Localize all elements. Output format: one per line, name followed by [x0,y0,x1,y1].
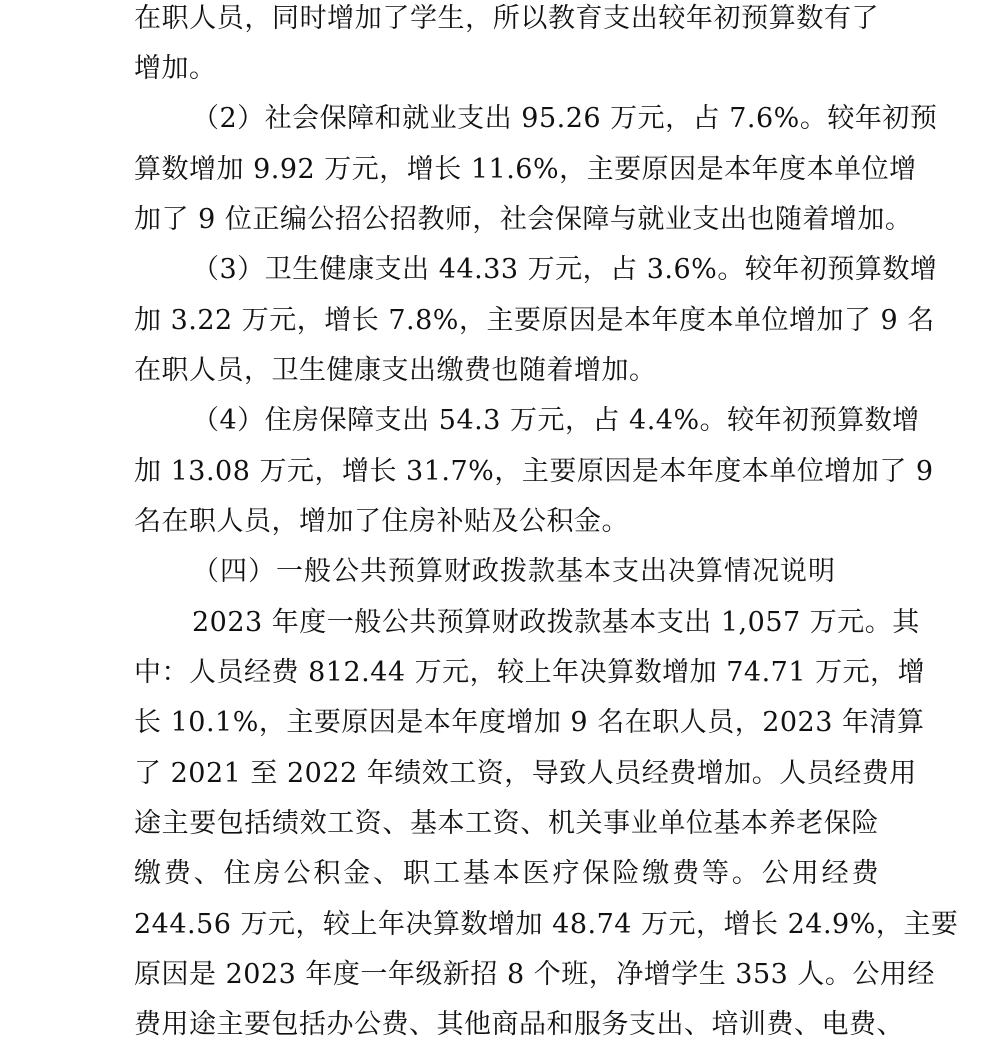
text-line: 中：人员经费 812.44 万元，较上年决算数增加 74.71 万元，增 [134,657,926,688]
text-line: 缴费、住房公积金、职工基本医疗保险缴费等。公用经费 [134,858,879,889]
text-line: 原因是 2023 年度一年级新招 8 个班，净增学生 353 人。公用经 [134,959,935,990]
text-line: （3）卫生健康支出 44.33 万元，占 3.6%。较年初预算数增 [192,254,938,285]
text-line: 在职人员，同时增加了学生，所以教育支出较年初预算数有了 [134,3,879,34]
text-line: 加了 9 位正编公招公招教师，社会保障与就业支出也随着增加。 [134,204,913,235]
text-line: 了 2021 至 2022 年绩效工资，导致人员经费增加。人员经费用 [134,758,917,789]
text-line: 244.56 万元，较上年决算数增加 48.74 万元，增长 24.9%，主要 [134,909,959,940]
text-line: 名在职人员，增加了住房补贴及公积金。 [134,506,629,537]
text-line: 2023 年度一般公共预算财政拨款基本支出 1,057 万元。其 [192,607,920,638]
text-line: 加 3.22 万元，增长 7.8%，主要原因是本年度本单位增加了 9 名 [134,305,935,336]
section-heading: （四）一般公共预算财政拨款基本支出决算情况说明 [192,556,836,587]
text-line: （2）社会保障和就业支出 95.26 万元，占 7.6%。较年初预 [192,103,938,134]
text-line: 在职人员，卫生健康支出缴费也随着增加。 [134,355,657,386]
text-line: 增加。 [134,53,217,84]
text-line: 费用途主要包括办公费、其他商品和服务支出、培训费、电费、 [134,1009,904,1040]
text-line: 算数增加 9.92 万元，增长 11.6%，主要原因是本年度本单位增 [134,154,917,185]
text-line: 长 10.1%，主要原因是本年度增加 9 名在职人员，2023 年清算 [134,707,925,738]
text-line: 途主要包括绩效工资、基本工资、机关事业单位基本养老保险 [134,808,879,839]
text-line: （4）住房保障支出 54.3 万元，占 4.4%。较年初预算数增 [192,405,920,436]
text-line: 加 13.08 万元，增长 31.7%，主要原因是本年度本单位增加了 9 [134,456,934,487]
